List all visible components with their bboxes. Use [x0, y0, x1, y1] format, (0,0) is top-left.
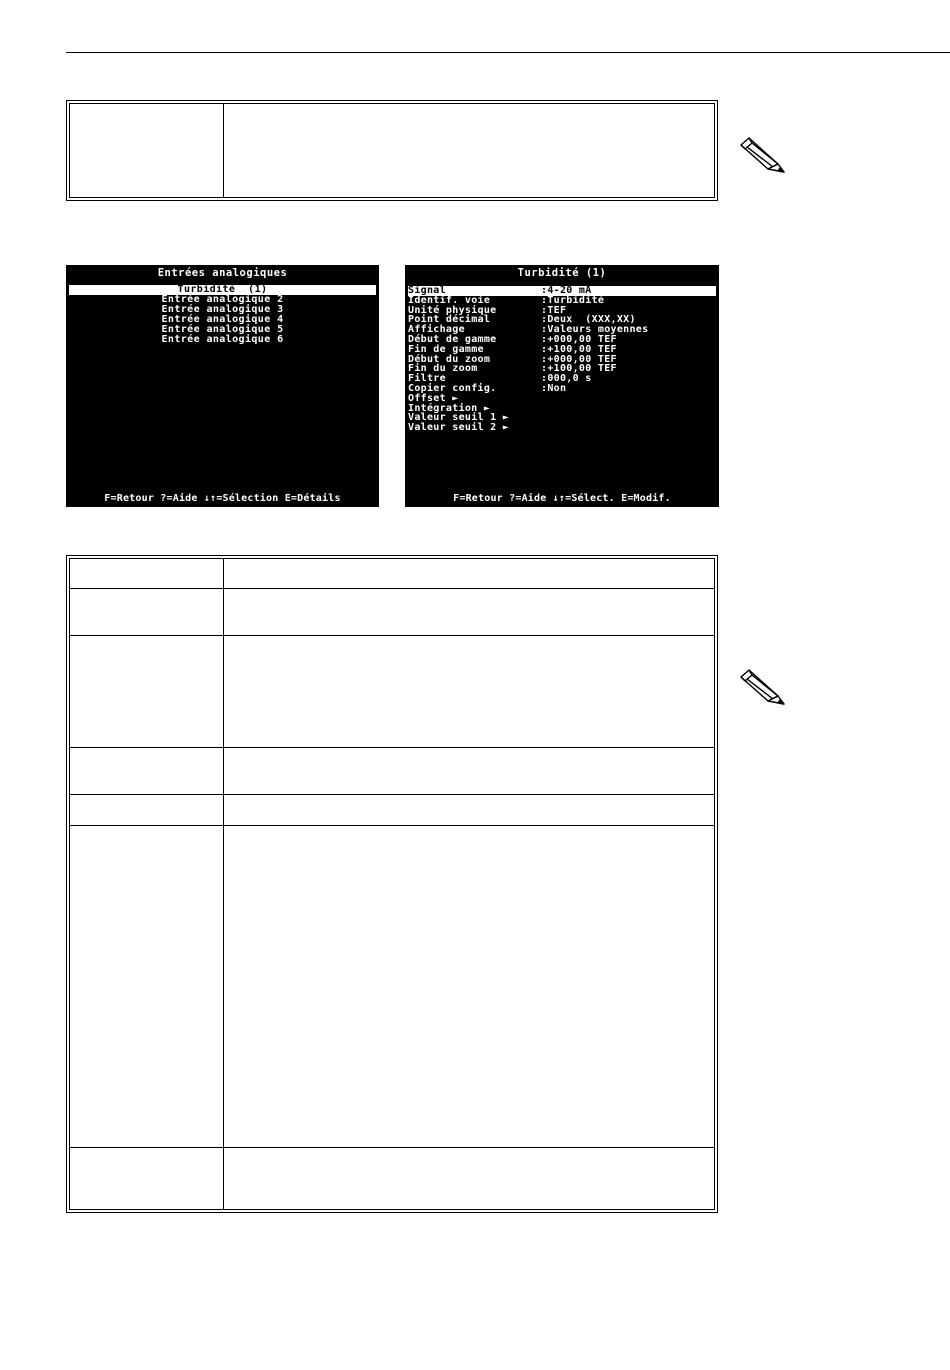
screen-turbidity-settings [405, 265, 719, 507]
list-item[interactable]: Turbidité (1) [69, 285, 376, 295]
parameter-value: :Valeurs moyennes [541, 324, 649, 336]
parameter-name: Offset ► [408, 392, 459, 404]
parameter-row[interactable] [408, 423, 716, 433]
list-item[interactable]: Entrée analogique 6 [161, 334, 284, 345]
list-item[interactable]: Entrée analogique 5 [161, 324, 284, 335]
list-item[interactable]: Entrée analogique 3 [161, 304, 284, 315]
parameter-value: :TEF [541, 304, 567, 316]
screen-title: Entrées analogiques [157, 267, 288, 279]
parameter-name: Unité physique [408, 304, 497, 316]
list-item[interactable]: Entrée analogique 4 [161, 314, 284, 325]
parameter-value: :Turbidité [541, 294, 605, 306]
parameter-name: Début du zoom [408, 353, 491, 365]
pencil-note-icon [738, 136, 790, 174]
screen-footer: F=Retour ?=Aide ↓↑=Sélect. E=Modif. [453, 493, 671, 504]
row-divider [70, 794, 714, 795]
parameter-name: Point décimal [408, 314, 491, 326]
row-divider [70, 747, 714, 748]
header-rule [66, 52, 950, 53]
parameter-name: Identif. voie [408, 294, 491, 306]
info-table-bottom [66, 555, 718, 1213]
parameter-list [408, 286, 716, 433]
parameter-name: Fin du zoom [408, 363, 478, 375]
column-divider [223, 559, 224, 1209]
column-divider [223, 104, 224, 197]
parameter-name: Copier config. [408, 382, 497, 394]
parameter-name: Signal [408, 285, 446, 296]
parameter-name: Valeur seuil 1 ► [408, 412, 510, 424]
parameter-value: :Non [541, 382, 567, 394]
parameter-name: Filtre [408, 373, 446, 385]
parameter-name: Début de gamme [408, 333, 497, 345]
parameter-name: Fin de gamme [408, 343, 484, 355]
parameter-value: :+000,00 TEF [541, 333, 617, 345]
input-list [69, 285, 376, 345]
screen-footer: F=Retour ?=Aide ↓↑=Sélection E=Détails [104, 493, 341, 504]
parameter-value: :4-20 mA [541, 285, 592, 296]
parameter-value: :000,0 s [541, 373, 592, 385]
row-divider [70, 635, 714, 636]
parameter-value: :Deux (XXX,XX) [541, 314, 636, 326]
parameter-value: :+100,00 TEF [541, 343, 617, 355]
row-divider [70, 1147, 714, 1148]
screen-analog-inputs [66, 265, 379, 507]
info-table-top [66, 100, 718, 201]
parameter-name: Affichage [408, 324, 465, 336]
row-divider [70, 825, 714, 826]
pencil-note-icon [738, 668, 790, 706]
parameter-value: :+100,00 TEF [541, 363, 617, 375]
parameter-name: Valeur seuil 2 ► [408, 422, 510, 434]
parameter-value: :+000,00 TEF [541, 353, 617, 365]
list-item[interactable]: Entrée analogique 2 [161, 294, 284, 305]
row-divider [70, 588, 714, 589]
parameter-name: Intégration ► [408, 402, 491, 414]
screen-title: Turbidité (1) [517, 267, 607, 279]
